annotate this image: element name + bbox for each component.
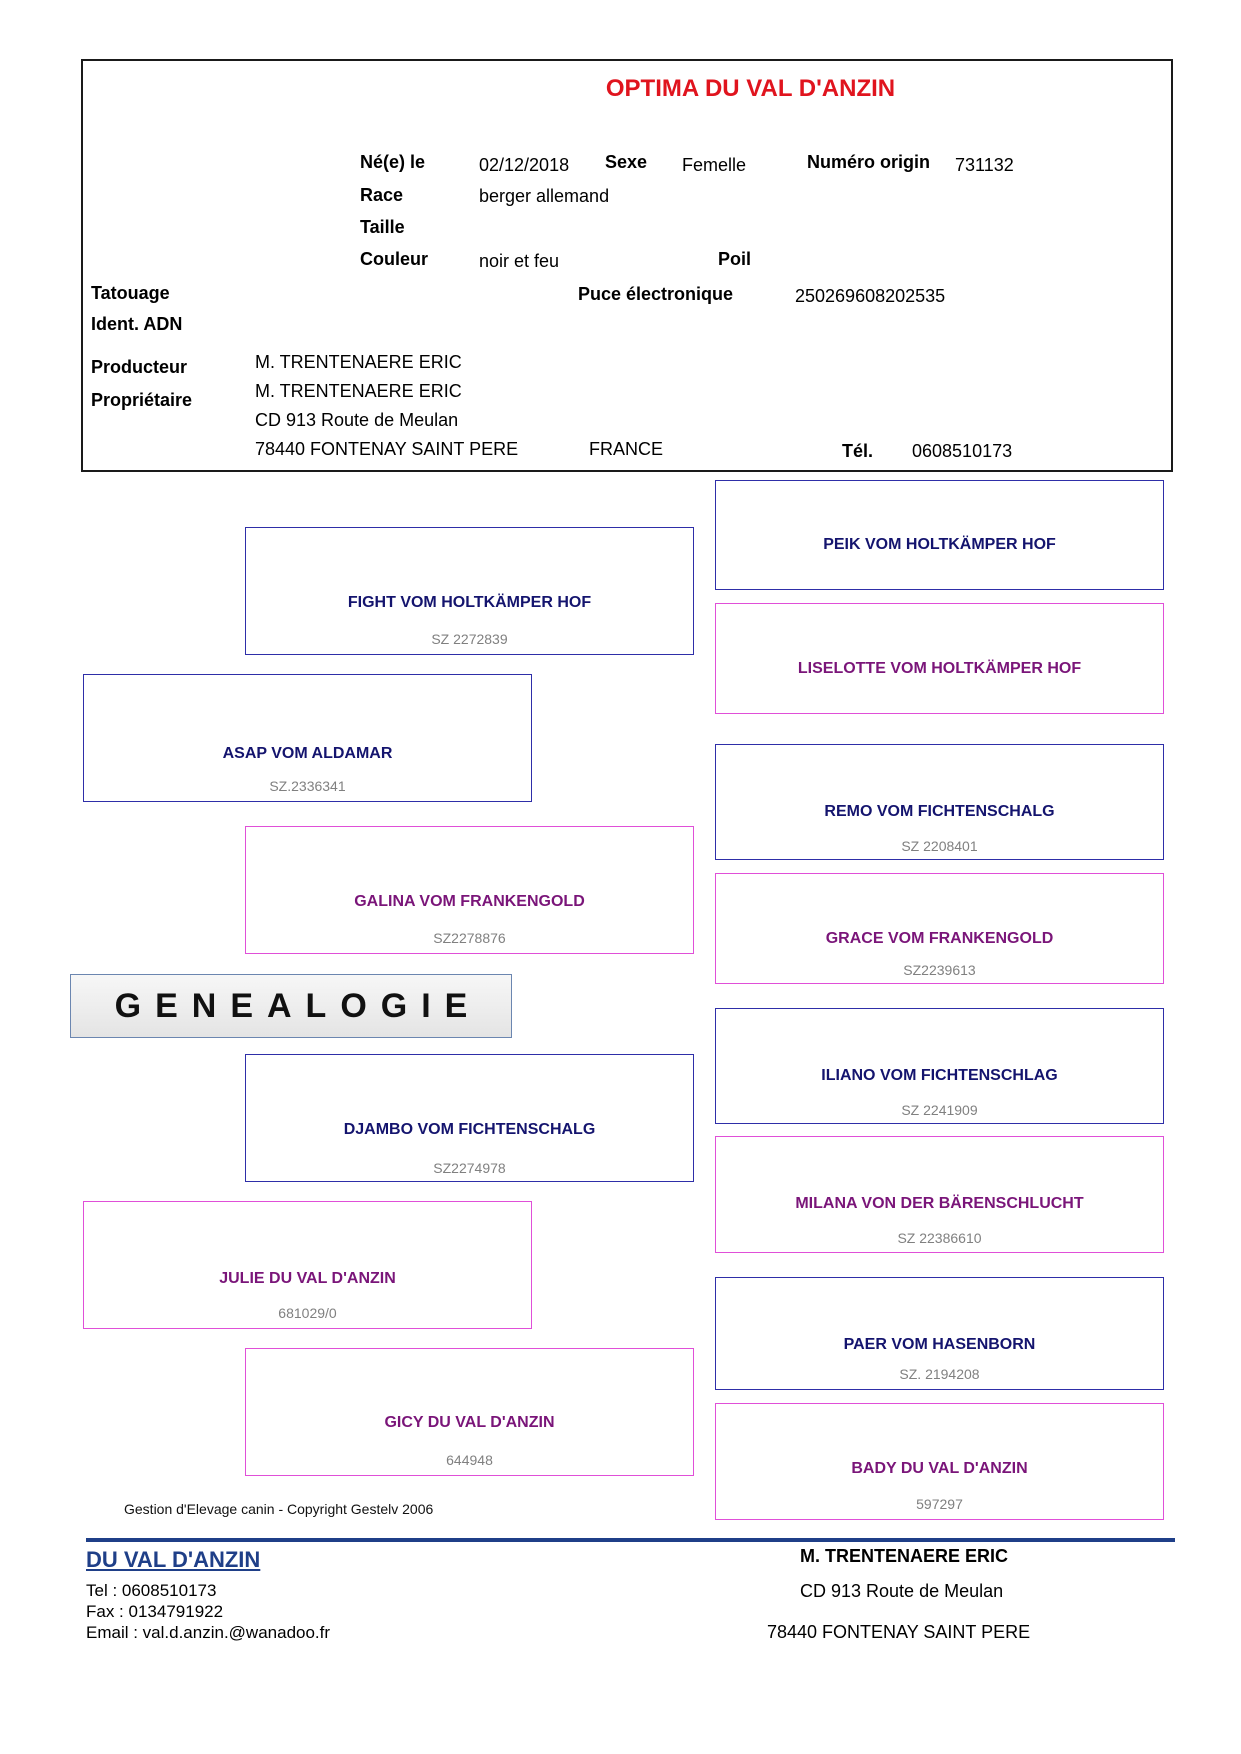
pedigree-sire-sire <box>245 527 694 655</box>
pedigree-ggp <box>715 480 1164 590</box>
dna-label: Ident. ADN <box>91 314 183 334</box>
ggp-name: ILIANO VOM FICHTENSCHLAG <box>821 1067 1058 1084</box>
footer-breeder: M. TRENTENAERE ERIC <box>800 1546 1009 1566</box>
phone-label: Tél. <box>842 441 874 461</box>
ggp-name: PEIK VOM HOLTKÄMPER HOF <box>823 536 1056 553</box>
pedigree-sire <box>83 674 532 802</box>
ggp-reg: SZ2239613 <box>903 962 976 978</box>
sire-sire-name: FIGHT VOM HOLTKÄMPER HOF <box>347 594 592 611</box>
ggp-reg: SZ. 2194208 <box>899 1366 980 1382</box>
breed-value: berger allemand <box>479 186 610 206</box>
producer-value: M. TRENTENAERE ERIC <box>255 352 462 372</box>
sire-dam-reg: SZ2278876 <box>433 930 506 946</box>
sex-label: Sexe <box>605 152 648 172</box>
owner-address: CD 913 Route de Meulan <box>255 410 459 430</box>
ggp-reg: SZ 22386610 <box>897 1230 982 1246</box>
dam-sire-name: DJAMBO VOM FICHTENSCHALG <box>343 1121 596 1138</box>
footer-city: 78440 FONTENAY SAINT PERE <box>767 1622 1031 1642</box>
sire-sire-reg: SZ 2272839 <box>431 631 508 647</box>
footer-email: Email : val.d.anzin.@wanadoo.fr <box>86 1623 331 1642</box>
pedigree-ggp <box>715 1136 1164 1253</box>
sire-name: ASAP VOM ALDAMAR <box>222 745 393 762</box>
born-value: 02/12/2018 <box>479 155 570 175</box>
footer-kennel-name: DU VAL D'ANZIN <box>86 1547 261 1572</box>
owner-country: FRANCE <box>589 439 664 459</box>
ggp-name: BADY DU VAL D'ANZIN <box>851 1460 1028 1477</box>
pedigree-dam-dam <box>245 1348 694 1476</box>
copyright-note: Gestion d'Elevage canin - Copyright Gestelv 2006 <box>124 1501 434 1517</box>
dam-dam-name: GICY DU VAL D'ANZIN <box>384 1414 555 1431</box>
ggp-name: LISELOTTE VOM HOLTKÄMPER HOF <box>797 660 1082 677</box>
footer-address: CD 913 Route de Meulan <box>800 1581 1004 1601</box>
dam-dam-reg: 644948 <box>446 1452 493 1468</box>
pedigree-ggp <box>715 744 1164 860</box>
phone-value: 0608510173 <box>912 441 1013 461</box>
chip-value: 250269608202535 <box>795 286 946 306</box>
origin-number-label: Numéro origin <box>807 152 931 172</box>
pedigree-dam <box>83 1201 532 1329</box>
footer-fax: Fax : 0134791922 <box>86 1602 224 1621</box>
footer-divider <box>86 1538 1175 1542</box>
owner-value: M. TRENTENAERE ERIC <box>255 381 462 401</box>
pedigree-ggp <box>715 1008 1164 1124</box>
pedigree-ggp <box>715 1277 1164 1390</box>
sire-dam-name: GALINA VOM FRANKENGOLD <box>354 893 585 910</box>
ggp-reg: SZ 2241909 <box>901 1102 978 1118</box>
coat-label: Poil <box>718 249 752 269</box>
pedigree-sire-dam <box>245 826 694 954</box>
color-label: Couleur <box>360 249 429 269</box>
size-label: Taille <box>360 217 405 237</box>
ggp-name: PAER VOM HASENBORN <box>843 1336 1036 1353</box>
breed-label: Race <box>360 185 404 205</box>
genealogie-banner: GENEALOGIE <box>70 974 512 1038</box>
producer-label: Producteur <box>91 357 188 377</box>
owner-city: 78440 FONTENAY SAINT PERE <box>255 439 519 459</box>
ggp-name: GRACE VOM FRANKENGOLD <box>825 930 1054 947</box>
sex-value: Femelle <box>682 155 747 175</box>
dam-sire-reg: SZ2274978 <box>433 1160 506 1176</box>
dog-name-title: OPTIMA DU VAL D'ANZIN <box>605 75 896 102</box>
color-value: noir et feu <box>479 251 560 271</box>
chip-label: Puce électronique <box>578 284 734 304</box>
pedigree-ggp <box>715 873 1164 984</box>
dam-reg: 681029/0 <box>278 1305 337 1321</box>
ggp-name: MILANA VON DER BÄRENSCHLUCHT <box>795 1195 1084 1212</box>
sire-reg: SZ.2336341 <box>269 778 346 794</box>
pedigree-ggp <box>715 603 1164 714</box>
pedigree-ggp <box>715 1403 1164 1520</box>
ggp-reg: SZ 2208401 <box>901 838 978 854</box>
born-label: Né(e) le <box>360 152 426 172</box>
footer-tel: Tel : 0608510173 <box>86 1581 217 1600</box>
origin-number-value: 731132 <box>955 155 1014 175</box>
dog-info-box <box>81 59 1173 472</box>
ggp-name: REMO VOM FICHTENSCHALG <box>824 803 1055 820</box>
pedigree-dam-sire <box>245 1054 694 1182</box>
tattoo-label: Tatouage <box>91 283 170 303</box>
ggp-reg: 597297 <box>916 1496 963 1512</box>
owner-label: Propriétaire <box>91 390 193 410</box>
dam-name: JULIE DU VAL D'ANZIN <box>219 1270 396 1287</box>
